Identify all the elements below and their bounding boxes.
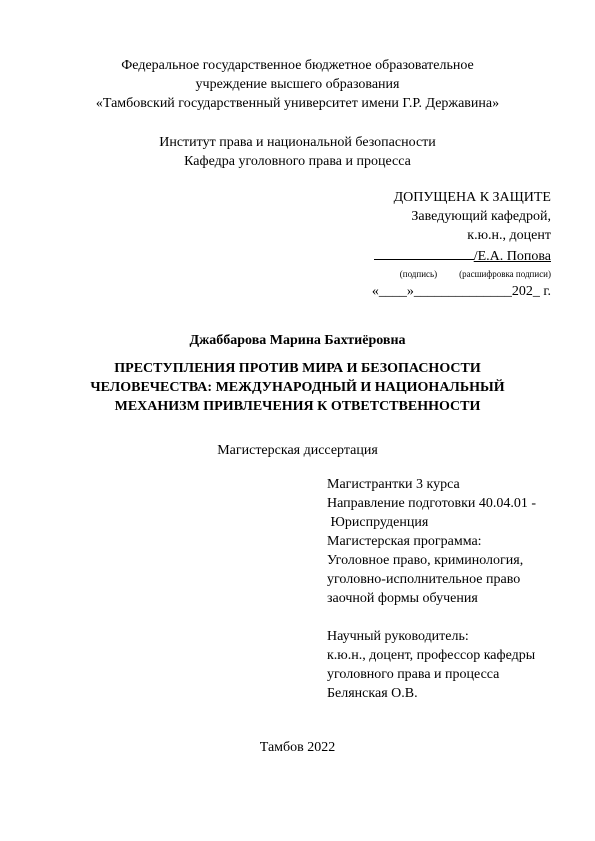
signature-row [291,245,551,266]
thesis-title-line-1: ПРЕСТУПЛЕНИЯ ПРОТИВ МИРА И БЕЗОПАСНОСТИ [114,361,481,376]
signature-name: /Е.А. Попова [473,249,551,264]
city-year: Тамбов 2022 [259,740,336,755]
approval-degree: к.ю.н., доцент [467,228,551,243]
work-type: Магистерская диссертация [217,443,378,458]
author-name: Джаббарова Марина Бахтиёровна [189,333,406,348]
caption-signature: (подпись) [399,269,438,279]
header-line-2: учреждение высшего образования [195,77,400,92]
header-line-3: «Тамбовский государственный университет имени Г.Р. Державина» [95,96,500,111]
signature-captions [291,268,551,280]
supervisor-line-2: уголовного права и процесса [327,667,500,682]
department-name: Кафедра уголовного права и процесса [184,154,411,169]
student-line-5: Уголовное право, криминология, [327,553,524,568]
thesis-title-line-2: ЧЕЛОВЕЧЕСТВА: МЕЖДУНАРОДНЫЙ И НАЦИОНАЛЬНЫЙ [90,380,505,395]
student-line-7: заочной формы обучения [327,591,478,606]
caption-decoding: (расшифровка подписи) [459,269,551,279]
signature-line [374,245,474,260]
approval-position: Заведующий кафедрой, [411,209,551,224]
university-header [0,56,595,113]
approval-date-line: «____»______________202_ г. [371,284,551,299]
approval-stamp [291,188,551,301]
supervisor-label: Научный руководитель: [327,629,469,644]
student-info [327,475,577,703]
student-line-6: уголовно-исполнительное право [327,572,521,587]
thesis-title [0,359,595,416]
institute-name: Институт права и национальной безопасности [159,135,436,150]
spacer [327,608,577,627]
supervisor-name: Белянская О.В. [327,686,418,701]
supervisor-line-1: к.ю.н., доцент, профессор кафедры [327,648,536,663]
approval-title: ДОПУЩЕНА К ЗАЩИТЕ [393,190,551,205]
thesis-title-line-3: МЕХАНИЗМ ПРИВЛЕЧЕНИЯ К ОТВЕТСТВЕННОСТИ [114,399,481,414]
student-line-4: Магистерская программа: [327,534,482,549]
institute-header [0,133,595,171]
student-line-2: Направление подготовки 40.04.01 - [327,496,537,511]
student-line-1: Магистрантки 3 курса [327,477,460,492]
header-line-1: Федеральное государственное бюджетное образовательное [121,58,474,73]
student-line-3: Юриспруденция [327,515,429,530]
